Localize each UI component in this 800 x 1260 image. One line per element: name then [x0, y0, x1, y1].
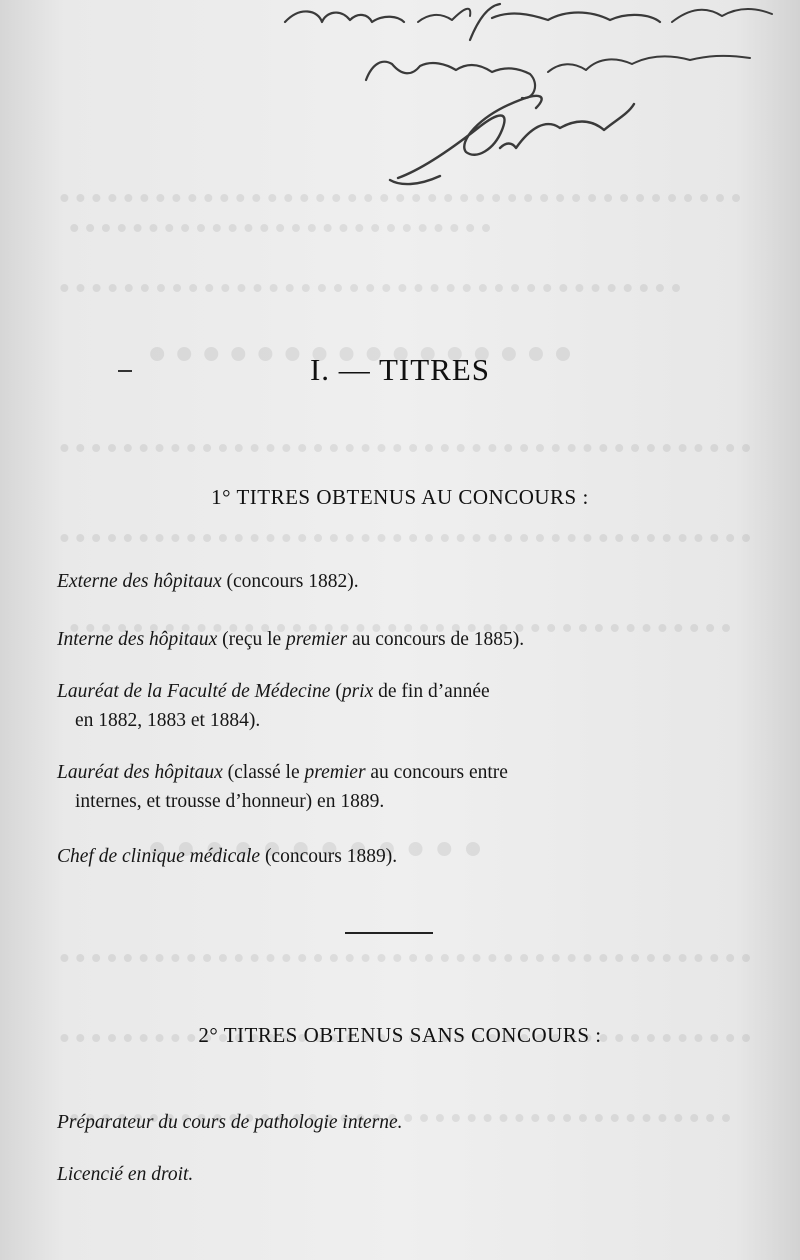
main-title: I. — TITRES — [309, 352, 491, 387]
list-item: Préparateur du cours de pathologie interne. — [57, 1112, 403, 1133]
list-item: Licencié en droit. — [57, 1164, 194, 1185]
list-item: Externe des hôpitaux (concours 1882). — [57, 571, 359, 592]
section-2-heading: 2° TITRES OBTENUS SANS CONCOURS : — [198, 1023, 602, 1047]
list-item: Lauréat de la Faculté de Médecine (prix de fin d’année en 1882, 1883 et 1884). — [57, 681, 490, 731]
list-item: Chef de clinique médicale (concours 1889). — [57, 846, 398, 867]
list-item: Interne des hôpitaux (reçu le premier au concours de 1885). — [57, 629, 525, 650]
list-item: Lauréat des hôpitaux (classé le premier au concours entre internes, et trousse d’honneur) en 1889. — [57, 762, 508, 812]
handwritten-inscription — [0, 0, 800, 220]
section-divider — [345, 932, 433, 934]
section-1-heading: 1° TITRES OBTENUS AU CONCOURS : — [211, 485, 589, 509]
